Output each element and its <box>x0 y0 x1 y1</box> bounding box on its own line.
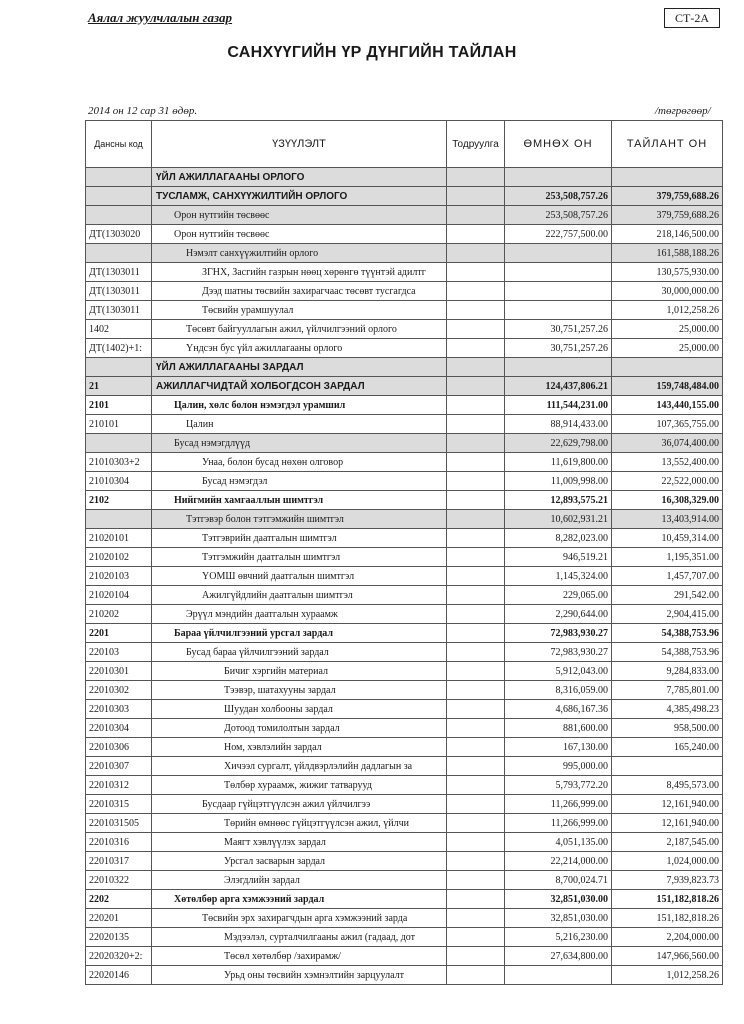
previous-year-value-cell: 8,282,023.00 <box>505 529 612 548</box>
account-code-cell: ДТ(1303011 <box>86 301 152 320</box>
previous-year-value-cell: 222,757,500.00 <box>505 225 612 244</box>
note-cell <box>447 548 505 567</box>
note-cell <box>447 757 505 776</box>
note-cell <box>447 776 505 795</box>
note-cell <box>447 282 505 301</box>
indicator-name-cell: Бараа үйлчилгээний урсгал зардал <box>152 624 447 643</box>
table-row <box>86 396 723 415</box>
account-code-cell: 22020320+2: <box>86 947 152 966</box>
account-code-cell: 22010317 <box>86 852 152 871</box>
indicator-name-cell: Ном, хэвлэлийн зардал <box>152 738 447 757</box>
indicator-name-cell: Тэтгэвэр болон тэтгэмжийн шимтгэл <box>152 510 447 529</box>
account-code-cell <box>86 510 152 529</box>
report-year-value-cell: 7,785,801.00 <box>612 681 723 700</box>
account-code-cell <box>86 187 152 206</box>
report-year-value-cell: 161,588,188.26 <box>612 244 723 263</box>
report-year-value-cell: 12,161,940.00 <box>612 814 723 833</box>
previous-year-value-cell: 72,983,930.27 <box>505 643 612 662</box>
note-cell <box>447 738 505 757</box>
indicator-name-cell: Бусад нэмэгдлүүд <box>152 434 447 453</box>
account-code-cell: 22010322 <box>86 871 152 890</box>
indicator-name-cell: ТУСЛАМЖ, САНХҮҮЖИЛТИЙН ОРЛОГО <box>152 187 447 206</box>
indicator-name-cell: Ажилгүйдлийн даатгалын шимтгэл <box>152 586 447 605</box>
previous-year-value-cell <box>505 301 612 320</box>
previous-year-value-cell: 111,544,231.00 <box>505 396 612 415</box>
previous-year-value-cell <box>505 244 612 263</box>
report-year-value-cell: 10,459,314.00 <box>612 529 723 548</box>
note-cell <box>447 814 505 833</box>
table-row <box>86 890 723 909</box>
note-cell <box>447 320 505 339</box>
note-cell <box>447 415 505 434</box>
indicator-name-cell: Цалин, хөлс болон нэмэгдэл урамшил <box>152 396 447 415</box>
report-year-value-cell: 159,748,484.00 <box>612 377 723 396</box>
indicator-name-cell: Нийгмийн хамгааллын шимтгэл <box>152 491 447 510</box>
indicator-name-cell: Бусад нэмэгдэл <box>152 472 447 491</box>
account-code-cell: 220103 <box>86 643 152 662</box>
previous-year-value-cell <box>505 358 612 377</box>
table-header-row <box>86 121 723 168</box>
report-date: 2014 он 12 сар 31 өдөр. <box>88 105 198 117</box>
table-row <box>86 339 723 358</box>
previous-year-value-cell <box>505 168 612 187</box>
table-row <box>86 624 723 643</box>
table-row <box>86 700 723 719</box>
previous-year-value-cell: 946,519.21 <box>505 548 612 567</box>
indicator-name-cell: ҮОМШ өвчний даатгалын шимтгэл <box>152 567 447 586</box>
account-code-cell: 21020102 <box>86 548 152 567</box>
report-year-value-cell: 291,542.00 <box>612 586 723 605</box>
previous-year-value-cell: 8,316,059.00 <box>505 681 612 700</box>
note-cell <box>447 681 505 700</box>
account-code-cell: ДТ(1303020 <box>86 225 152 244</box>
table-row <box>86 814 723 833</box>
note-cell <box>447 643 505 662</box>
form-code-badge: СТ-2А <box>664 8 720 28</box>
indicator-name-cell: Төсвийн эрх захирагчдын арга хэмжээний зарда <box>152 909 447 928</box>
account-code-cell: 22010303 <box>86 700 152 719</box>
indicator-name-cell: Тээвэр, шатахууны зардал <box>152 681 447 700</box>
note-cell <box>447 928 505 947</box>
report-year-value-cell: 13,552,400.00 <box>612 453 723 472</box>
indicator-name-cell: Элэгдлийн зардал <box>152 871 447 890</box>
account-code-cell: 1402 <box>86 320 152 339</box>
note-cell <box>447 263 505 282</box>
report-year-value-cell: 16,308,329.00 <box>612 491 723 510</box>
indicator-name-cell: ҮЙЛ АЖИЛЛАГААНЫ ЗАРДАЛ <box>152 358 447 377</box>
account-code-cell <box>86 358 152 377</box>
table-row <box>86 757 723 776</box>
note-cell <box>447 871 505 890</box>
account-code-cell: 21010303+2 <box>86 453 152 472</box>
previous-year-value-cell: 88,914,433.00 <box>505 415 612 434</box>
previous-year-value-cell: 32,851,030.00 <box>505 909 612 928</box>
account-code-cell: 22010312 <box>86 776 152 795</box>
previous-year-value-cell <box>505 282 612 301</box>
account-code-cell <box>86 434 152 453</box>
previous-year-value-cell <box>505 966 612 985</box>
account-code-cell: 210202 <box>86 605 152 624</box>
table-row <box>86 187 723 206</box>
column-header-code: Дансны код <box>86 121 152 168</box>
indicator-name-cell: Төсөл хөтөлбөр /захирамж/ <box>152 947 447 966</box>
note-cell <box>447 434 505 453</box>
indicator-name-cell: Тэтгэмжийн даатгалын шимтгэл <box>152 548 447 567</box>
note-cell <box>447 947 505 966</box>
account-code-cell: 210101 <box>86 415 152 434</box>
note-cell <box>447 225 505 244</box>
account-code-cell: 22010302 <box>86 681 152 700</box>
account-code-cell: 220201 <box>86 909 152 928</box>
column-header-note: Тодруулга <box>447 121 505 168</box>
previous-year-value-cell: 72,983,930.27 <box>505 624 612 643</box>
table-row <box>86 719 723 738</box>
account-code-cell: 21020103 <box>86 567 152 586</box>
report-year-value-cell: 1,012,258.26 <box>612 966 723 985</box>
report-year-value-cell: 107,365,755.00 <box>612 415 723 434</box>
previous-year-value-cell: 22,629,798.00 <box>505 434 612 453</box>
note-cell <box>447 396 505 415</box>
previous-year-value-cell: 30,751,257.26 <box>505 339 612 358</box>
table-row <box>86 301 723 320</box>
account-code-cell: 22010315 <box>86 795 152 814</box>
account-code-cell: 22010306 <box>86 738 152 757</box>
previous-year-value-cell: 2,290,644.00 <box>505 605 612 624</box>
account-code-cell: 22020135 <box>86 928 152 947</box>
account-code-cell: 2201031505 <box>86 814 152 833</box>
note-cell <box>447 472 505 491</box>
table-row <box>86 415 723 434</box>
indicator-name-cell: Төрийн өмнөөс гүйцэтгүүлсэн ажил, үйлчи <box>152 814 447 833</box>
indicator-name-cell: Төсвийн урамшуулал <box>152 301 447 320</box>
account-code-cell: 21020104 <box>86 586 152 605</box>
report-year-value-cell <box>612 168 723 187</box>
report-year-value-cell: 7,939,823.73 <box>612 871 723 890</box>
report-year-value-cell: 151,182,818.26 <box>612 890 723 909</box>
account-code-cell: 2202 <box>86 890 152 909</box>
report-year-value-cell: 36,074,400.00 <box>612 434 723 453</box>
account-code-cell: 22020146 <box>86 966 152 985</box>
report-year-value-cell: 25,000.00 <box>612 339 723 358</box>
note-cell <box>447 966 505 985</box>
report-year-value-cell: 2,187,545.00 <box>612 833 723 852</box>
previous-year-value-cell: 10,602,931.21 <box>505 510 612 529</box>
table-row <box>86 871 723 890</box>
previous-year-value-cell: 11,266,999.00 <box>505 795 612 814</box>
table-row <box>86 244 723 263</box>
report-year-value-cell: 13,403,914.00 <box>612 510 723 529</box>
table-row <box>86 206 723 225</box>
indicator-name-cell: ЗГНХ, Засгийн газрын нөөц хөрөнгө түүнтэй адилтг <box>152 263 447 282</box>
previous-year-value-cell: 22,214,000.00 <box>505 852 612 871</box>
indicator-name-cell: Үндсэн бус үйл ажиллагааны орлого <box>152 339 447 358</box>
previous-year-value-cell: 1,145,324.00 <box>505 567 612 586</box>
previous-year-value-cell: 11,619,800.00 <box>505 453 612 472</box>
report-year-value-cell: 218,146,500.00 <box>612 225 723 244</box>
note-cell <box>447 529 505 548</box>
report-year-value-cell <box>612 757 723 776</box>
previous-year-value-cell: 32,851,030.00 <box>505 890 612 909</box>
previous-year-value-cell: 27,634,800.00 <box>505 947 612 966</box>
report-year-value-cell: 9,284,833.00 <box>612 662 723 681</box>
report-title: САНХҮҮГИЙН ҮР ДҮНГИЙН ТАЙЛАН <box>227 44 517 61</box>
indicator-name-cell: Маягт хэвлүүлэх зардал <box>152 833 447 852</box>
previous-year-value-cell: 995,000.00 <box>505 757 612 776</box>
note-cell <box>447 795 505 814</box>
previous-year-value-cell: 11,266,999.00 <box>505 814 612 833</box>
previous-year-value-cell: 5,912,043.00 <box>505 662 612 681</box>
note-cell <box>447 377 505 396</box>
indicator-name-cell: Хөтөлбөр арга хэмжээний зардал <box>152 890 447 909</box>
table-row <box>86 966 723 985</box>
currency-unit: /төгрөгөөр/ <box>655 105 711 117</box>
indicator-name-cell: Орон нутгийн төсвөөс <box>152 225 447 244</box>
report-year-value-cell: 1,457,707.00 <box>612 567 723 586</box>
report-year-value-cell: 8,495,573.00 <box>612 776 723 795</box>
indicator-name-cell: Нэмэлт санхүүжилтийн орлого <box>152 244 447 263</box>
indicator-name-cell: Шуудан холбооны зардал <box>152 700 447 719</box>
report-year-value-cell: 379,759,688.26 <box>612 187 723 206</box>
report-year-value-cell: 151,182,818.26 <box>612 909 723 928</box>
table-row <box>86 548 723 567</box>
note-cell <box>447 890 505 909</box>
account-code-cell: ДТ(1402)+1: <box>86 339 152 358</box>
account-code-cell <box>86 168 152 187</box>
account-code-cell: 22010304 <box>86 719 152 738</box>
report-year-value-cell: 25,000.00 <box>612 320 723 339</box>
table-row <box>86 681 723 700</box>
previous-year-value-cell: 124,437,806.21 <box>505 377 612 396</box>
table-row <box>86 472 723 491</box>
note-cell <box>447 187 505 206</box>
table-row <box>86 168 723 187</box>
indicator-name-cell: Мэдээлэл, сурталчилгааны ажил (гадаад, дот <box>152 928 447 947</box>
account-code-cell: 2101 <box>86 396 152 415</box>
note-cell <box>447 586 505 605</box>
indicator-name-cell: Бусдаар гүйцэтгүүлсэн ажил үйлчилгээ <box>152 795 447 814</box>
account-code-cell: 2102 <box>86 491 152 510</box>
previous-year-value-cell: 5,793,772.20 <box>505 776 612 795</box>
note-cell <box>447 719 505 738</box>
indicator-name-cell: Эрүүл мэндийн даатгалын хураамж <box>152 605 447 624</box>
table-row <box>86 434 723 453</box>
report-year-value-cell: 12,161,940.00 <box>612 795 723 814</box>
report-year-value-cell: 2,204,000.00 <box>612 928 723 947</box>
agency-name: Аялал жуулчлалын газар <box>88 10 233 25</box>
report-year-value-cell: 4,385,498.23 <box>612 700 723 719</box>
note-cell <box>447 168 505 187</box>
table-row <box>86 738 723 757</box>
indicator-name-cell: Урьд оны төсвийн хэмнэлтийн зарцуулалт <box>152 966 447 985</box>
table-row <box>86 491 723 510</box>
indicator-name-cell: Орон нутгийн төсвөөс <box>152 206 447 225</box>
indicator-name-cell: Төлбөр хураамж, жижиг татварууд <box>152 776 447 795</box>
indicator-name-cell: Цалин <box>152 415 447 434</box>
note-cell <box>447 339 505 358</box>
table-row <box>86 263 723 282</box>
report-year-value-cell: 22,522,000.00 <box>612 472 723 491</box>
note-cell <box>447 833 505 852</box>
table-row <box>86 833 723 852</box>
indicator-name-cell: Бусад бараа үйлчилгээний зардал <box>152 643 447 662</box>
note-cell <box>447 909 505 928</box>
previous-year-value-cell: 5,216,230.00 <box>505 928 612 947</box>
table-row <box>86 529 723 548</box>
report-year-value-cell: 1,012,258.26 <box>612 301 723 320</box>
account-code-cell: 21020101 <box>86 529 152 548</box>
table-row <box>86 909 723 928</box>
indicator-name-cell: Тэтгэврийн даатгалын шимтгэл <box>152 529 447 548</box>
note-cell <box>447 662 505 681</box>
previous-year-value-cell: 4,051,135.00 <box>505 833 612 852</box>
report-year-value-cell: 130,575,930.00 <box>612 263 723 282</box>
previous-year-value-cell: 4,686,167.36 <box>505 700 612 719</box>
table-row <box>86 453 723 472</box>
table-row <box>86 662 723 681</box>
table-row <box>86 605 723 624</box>
report-year-value-cell <box>612 358 723 377</box>
indicator-name-cell: Төсөвт байгууллагын ажил, үйлчилгээний орлого <box>152 320 447 339</box>
table-row <box>86 320 723 339</box>
report-year-value-cell: 958,500.00 <box>612 719 723 738</box>
table-body <box>86 168 723 985</box>
indicator-name-cell: Бичиг хэргийн материал <box>152 662 447 681</box>
report-year-value-cell: 1,024,000.00 <box>612 852 723 871</box>
account-code-cell: 21010304 <box>86 472 152 491</box>
account-code-cell: 22010307 <box>86 757 152 776</box>
account-code-cell: 22010316 <box>86 833 152 852</box>
report-year-value-cell: 1,195,351.00 <box>612 548 723 567</box>
indicator-name-cell: Дотоод томилолтын зардал <box>152 719 447 738</box>
table-row <box>86 225 723 244</box>
report-year-value-cell: 165,240.00 <box>612 738 723 757</box>
previous-year-value-cell: 229,065.00 <box>505 586 612 605</box>
note-cell <box>447 700 505 719</box>
note-cell <box>447 852 505 871</box>
note-cell <box>447 301 505 320</box>
indicator-name-cell: Хичээл сургалт, үйлдвэрлэлийн дадлагын за <box>152 757 447 776</box>
report-year-value-cell: 143,440,155.00 <box>612 396 723 415</box>
account-code-cell: ДТ(1303011 <box>86 263 152 282</box>
table-row <box>86 795 723 814</box>
note-cell <box>447 206 505 225</box>
report-year-value-cell: 147,966,560.00 <box>612 947 723 966</box>
note-cell <box>447 491 505 510</box>
column-header-report-year: ТАЙЛАНТ ОН <box>612 121 723 168</box>
indicator-name-cell: Унаа, болон бусад нөхөн олговор <box>152 453 447 472</box>
previous-year-value-cell: 30,751,257.26 <box>505 320 612 339</box>
report-year-value-cell: 379,759,688.26 <box>612 206 723 225</box>
financial-results-table <box>85 120 723 985</box>
note-cell <box>447 453 505 472</box>
previous-year-value-cell <box>505 263 612 282</box>
table-row <box>86 567 723 586</box>
report-year-value-cell: 54,388,753.96 <box>612 643 723 662</box>
note-cell <box>447 510 505 529</box>
previous-year-value-cell: 253,508,757.26 <box>505 187 612 206</box>
previous-year-value-cell: 167,130.00 <box>505 738 612 757</box>
account-code-cell: 21 <box>86 377 152 396</box>
table-row <box>86 852 723 871</box>
table-row <box>86 510 723 529</box>
previous-year-value-cell: 12,893,575.21 <box>505 491 612 510</box>
column-header-previous-year: ӨМНӨХ ОН <box>505 121 612 168</box>
account-code-cell: ДТ(1303011 <box>86 282 152 301</box>
previous-year-value-cell: 11,009,998.00 <box>505 472 612 491</box>
previous-year-value-cell: 8,700,024.71 <box>505 871 612 890</box>
indicator-name-cell: АЖИЛЛАГЧИДТАЙ ХОЛБОГДСОН ЗАРДАЛ <box>152 377 447 396</box>
note-cell <box>447 358 505 377</box>
table-row <box>86 643 723 662</box>
account-code-cell <box>86 206 152 225</box>
table-row <box>86 947 723 966</box>
table-row <box>86 358 723 377</box>
indicator-name-cell: ҮЙЛ АЖИЛЛАГААНЫ ОРЛОГО <box>152 168 447 187</box>
account-code-cell: 22010301 <box>86 662 152 681</box>
indicator-name-cell: Урсгал засварын зардал <box>152 852 447 871</box>
report-year-value-cell: 30,000,000.00 <box>612 282 723 301</box>
indicator-name-cell: Дээд шатны төсвийн захирагчаас төсөвт тусгагдса <box>152 282 447 301</box>
report-year-value-cell: 54,388,753.96 <box>612 624 723 643</box>
account-code-cell: 2201 <box>86 624 152 643</box>
table-row <box>86 377 723 396</box>
previous-year-value-cell: 253,508,757.26 <box>505 206 612 225</box>
table-row <box>86 586 723 605</box>
table-row <box>86 928 723 947</box>
table-row <box>86 776 723 795</box>
note-cell <box>447 567 505 586</box>
note-cell <box>447 605 505 624</box>
report-year-value-cell: 2,904,415.00 <box>612 605 723 624</box>
column-header-indicator: ҮЗҮҮЛЭЛТ <box>152 121 447 168</box>
note-cell <box>447 624 505 643</box>
account-code-cell <box>86 244 152 263</box>
note-cell <box>447 244 505 263</box>
previous-year-value-cell: 881,600.00 <box>505 719 612 738</box>
table-row <box>86 282 723 301</box>
